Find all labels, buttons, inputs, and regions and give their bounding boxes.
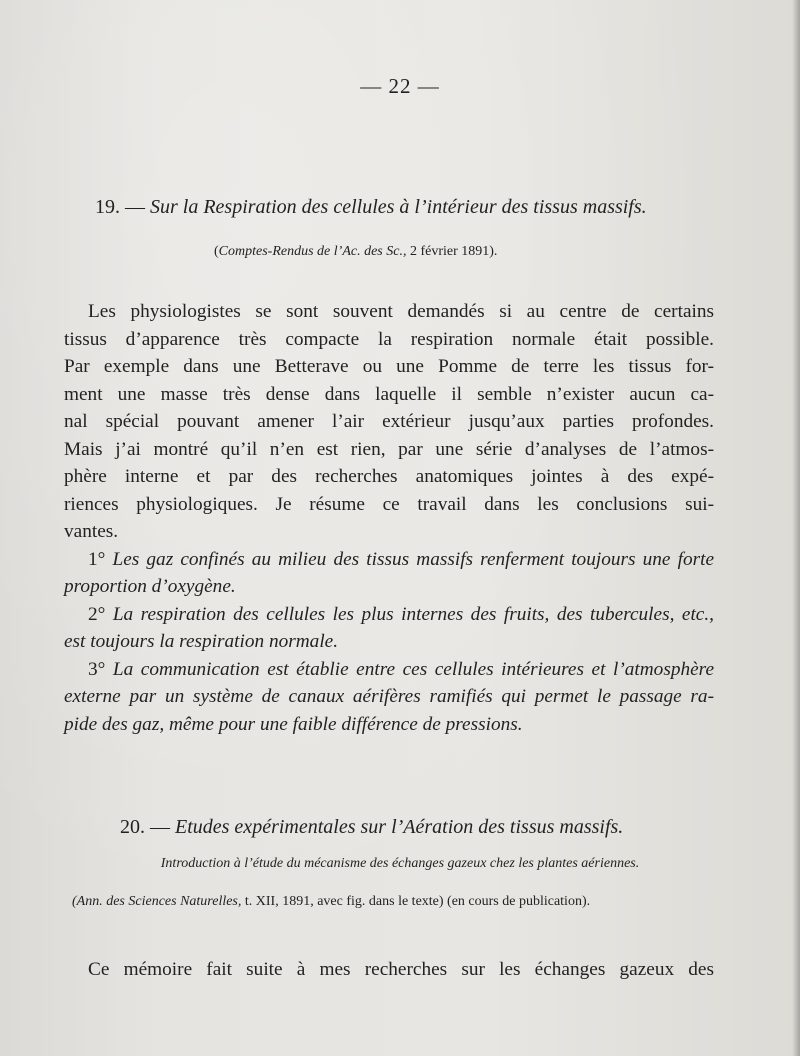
section-19-body bbox=[64, 298, 714, 738]
conclusion-3: 3° La communication est établie entre ces cellules intérieures et l’atmosphère bbox=[88, 658, 715, 680]
section-20-subtitle: Introduction à l’étude du mécanisme des échanges gazeux chez les plantes aériennes. bbox=[160, 856, 640, 871]
conclusion-1-cont: proportion d’oxygène. bbox=[64, 576, 236, 597]
section-20-number: 20. — bbox=[120, 816, 170, 838]
paragraph-line: riences physiologiques. Je résume ce travail dans les conclusions sui- bbox=[64, 493, 714, 515]
conclusion-2-cont: est toujours la respiration normale. bbox=[64, 631, 339, 652]
paragraph-line: ment une masse très dense dans laquelle il semble n’exister aucun ca- bbox=[64, 383, 714, 405]
paragraph-line: nal spécial pouvant amener l’air extérieur jusqu’aux parties profondes. bbox=[64, 411, 714, 432]
section-20-reference bbox=[72, 894, 590, 910]
section-19-title: Sur la Respiration des cellules à l’intérieur des tissus massifs. bbox=[150, 196, 647, 218]
section-20-title: Etudes expérimentales sur l’Aération des tissus massifs. bbox=[175, 816, 624, 838]
paragraph-line: Mais j’ai montré qu’il n’en est rien, par une série d’analyses de l’atmos- bbox=[64, 438, 714, 460]
conclusion-1: 1° Les gaz confinés au milieu des tissus massifs renferment toujours une forte bbox=[88, 548, 714, 570]
conclusion-2: 2° La respiration des cellules les plus internes des fruits, des tubercules, etc., bbox=[88, 603, 714, 625]
section-19-heading bbox=[95, 196, 715, 219]
conclusion-3-cont: pide des gaz, même pour une faible différence de pressions. bbox=[64, 713, 523, 735]
paragraph-line: tissus d’apparence très compacte la respiration normale était possible. bbox=[64, 328, 714, 350]
section-20-heading bbox=[120, 816, 740, 839]
reference-journal: Comptes-Rendus de l’Ac. des Sc., bbox=[218, 244, 407, 259]
section-20-body bbox=[64, 956, 714, 984]
paragraph-line: Par exemple dans une Betterave ou une Pomme de terre les tissus for- bbox=[64, 356, 714, 377]
reference-details: t. XII, 1891, avec fig. dans le texte) (en cours de publication). bbox=[244, 894, 591, 909]
paragraph-line: Ce mémoire fait suite à mes recherches sur les échanges gazeux des bbox=[88, 959, 714, 980]
paragraph-line: Les physiologistes se sont souvent demandés si au centre de certains bbox=[88, 301, 714, 322]
paragraph-line: vantes. bbox=[64, 521, 119, 542]
page-number: — 22 — bbox=[360, 74, 440, 98]
section-19-number: 19. — bbox=[95, 196, 145, 218]
paragraph-line: phère interne et par des recherches anatomiques jointes à des expé- bbox=[64, 466, 714, 487]
reference-date: 2 février 1891). bbox=[409, 244, 498, 259]
conclusion-3-cont: externe par un système de canaux aérifères ramifiés qui permet le passage ra- bbox=[64, 686, 714, 707]
page-edge-shadow bbox=[792, 0, 800, 1056]
section-19-reference: (Comptes-Rendus de l’Ac. des Sc., 2 février 1891). bbox=[214, 244, 498, 259]
reference-journal: (Ann. des Sciences Naturelles, bbox=[72, 894, 242, 909]
